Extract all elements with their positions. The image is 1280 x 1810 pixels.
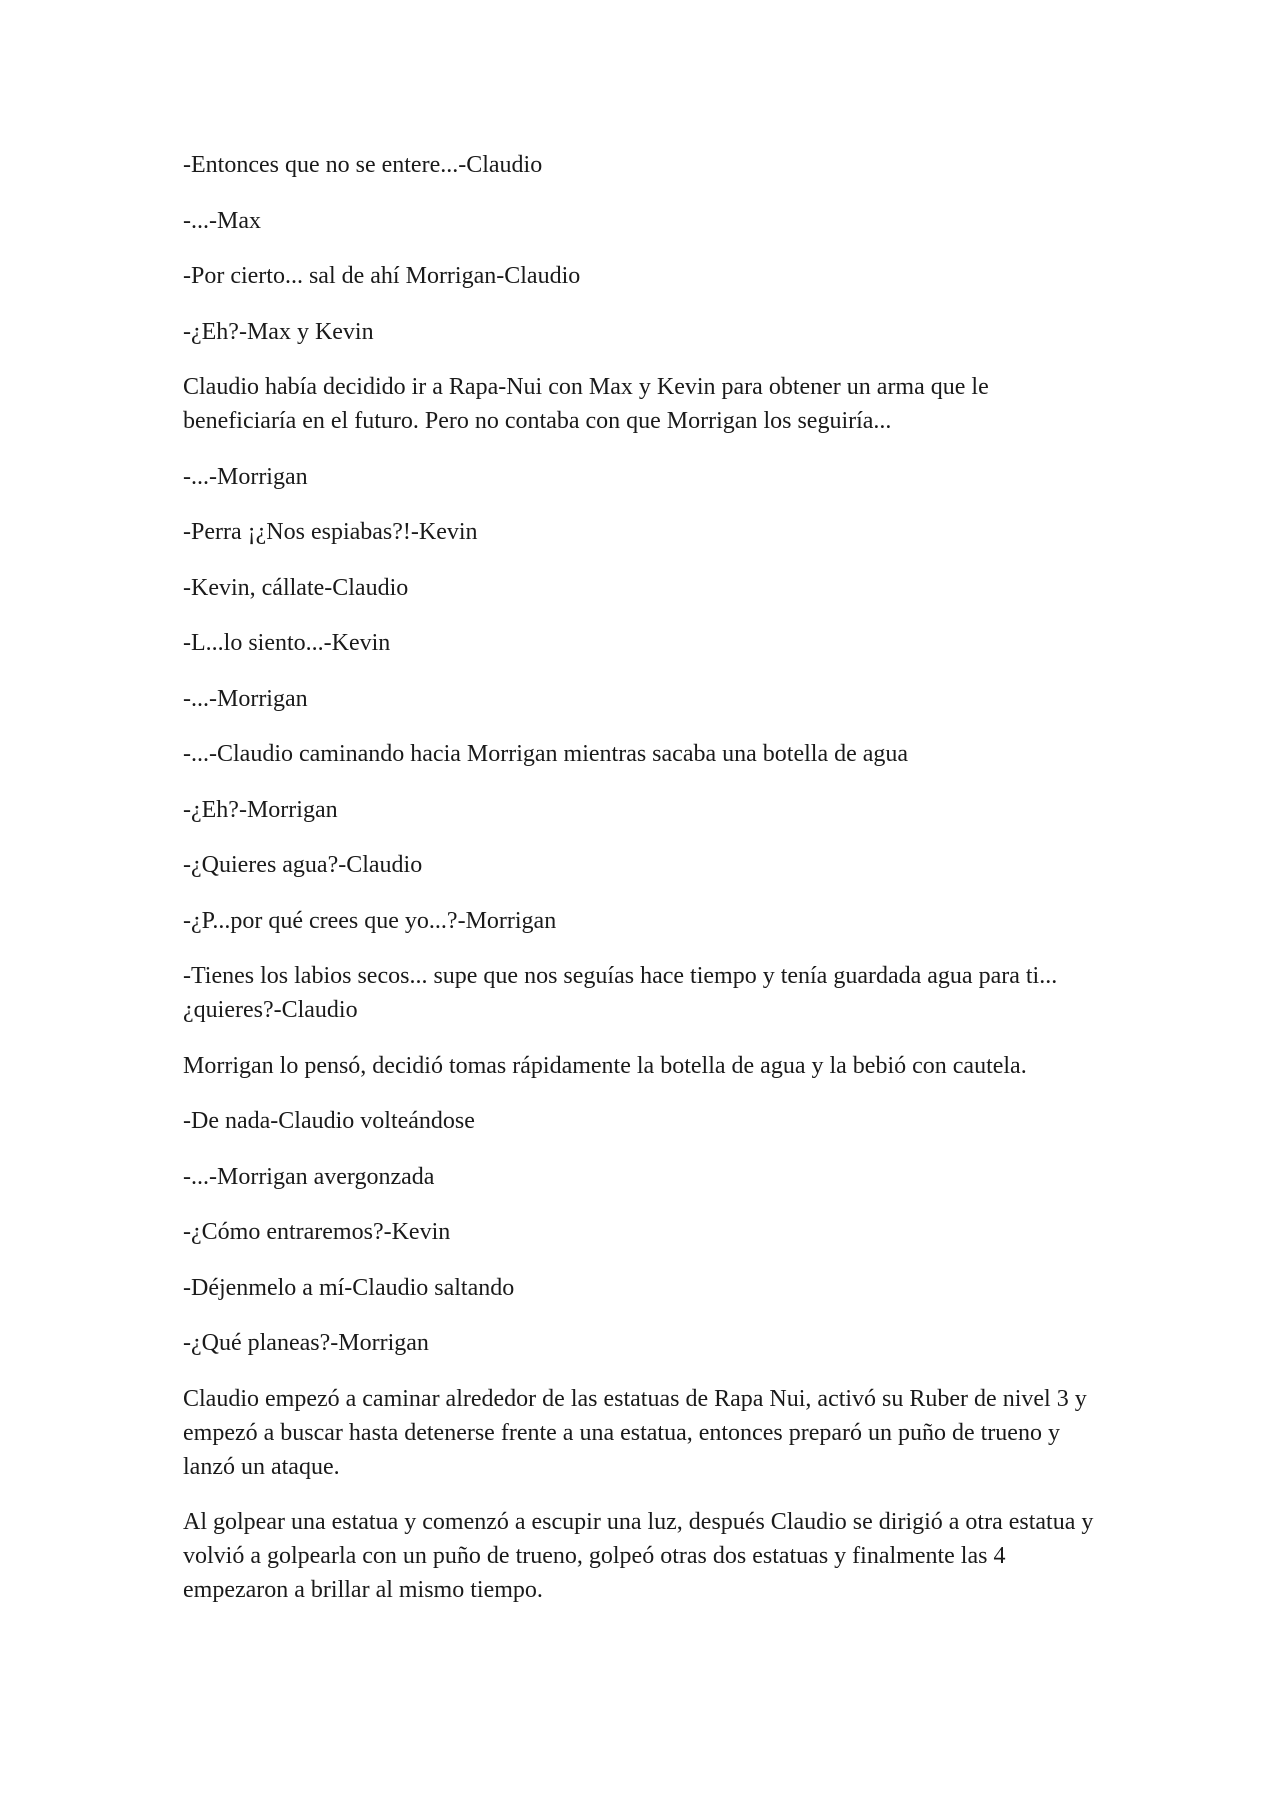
paragraph-13: -¿Quieres agua?-Claudio	[183, 852, 423, 878]
paragraph-15: -Tienes los labios secos... supe que nos seguías hace tiempo y tenía guardada agua para ti... ¿quieres?-Claudio	[183, 963, 1058, 1023]
paragraph-14: -¿P...por qué crees que yo...?-Morrigan	[183, 907, 557, 934]
paragraph-2: -...-Max	[183, 207, 261, 234]
paragraph-22: Claudio empezó a caminar alrededor de las estatuas de Rapa Nui, activó su Ruber de nivel 3 y empezó a buscar hasta detenerse frente a una estatua, entonces preparó un puño de trueno y lanzó un ataque.	[183, 1385, 1087, 1480]
paragraph-17: -De nada-Claudio volteándose	[183, 1108, 475, 1134]
paragraph-7: -Perra ¡¿Nos espiabas?!-Kevin	[183, 519, 478, 545]
paragraph-8: -Kevin, cállate-Claudio	[183, 574, 409, 601]
paragraph-9: -L...lo siento...-Kevin	[183, 630, 391, 656]
paragraph-5: Claudio había decidido ir a Rapa-Nui con Max y Kevin para obtener un arma que le beneficiaría en el futuro. Pero no contaba con que Morrigan los seguiría...	[183, 374, 989, 434]
paragraph-10: -...-Morrigan	[183, 685, 308, 712]
paragraph-21: -¿Qué planeas?-Morrigan	[183, 1330, 429, 1356]
paragraph-4: -¿Eh?-Max y Kevin	[183, 318, 374, 345]
paragraph-23: Al golpear una estatua y comenzó a escupir una luz, después Claudio se dirigió a otra estatua y volvió a golpearla con un puño de trueno, golpeó otras dos estatuas y finalmente las 4 empezaron a brillar al mismo tiempo.	[183, 1509, 1094, 1603]
paragraph-19: -¿Cómo entraremos?-Kevin	[183, 1219, 451, 1245]
paragraph-3: -Por cierto... sal de ahí Morrigan-Claudio	[183, 263, 581, 289]
paragraph-6: -...-Morrigan	[183, 463, 308, 490]
paragraph-20: -Déjenmelo a mí-Claudio saltando	[183, 1274, 515, 1301]
paragraph-12: -¿Eh?-Morrigan	[183, 796, 338, 823]
document-body	[183, 148, 1103, 1629]
paragraph-1: -Entonces que no se entere...-Claudio	[183, 152, 543, 178]
paragraph-16: Morrigan lo pensó, decidió tomas rápidamente la botella de agua y la bebió con cautela.	[183, 1052, 1027, 1079]
paragraph-18: -...-Morrigan avergonzada	[183, 1163, 435, 1190]
paragraph-11: -...-Claudio caminando hacia Morrigan mientras sacaba una botella de agua	[183, 741, 909, 767]
